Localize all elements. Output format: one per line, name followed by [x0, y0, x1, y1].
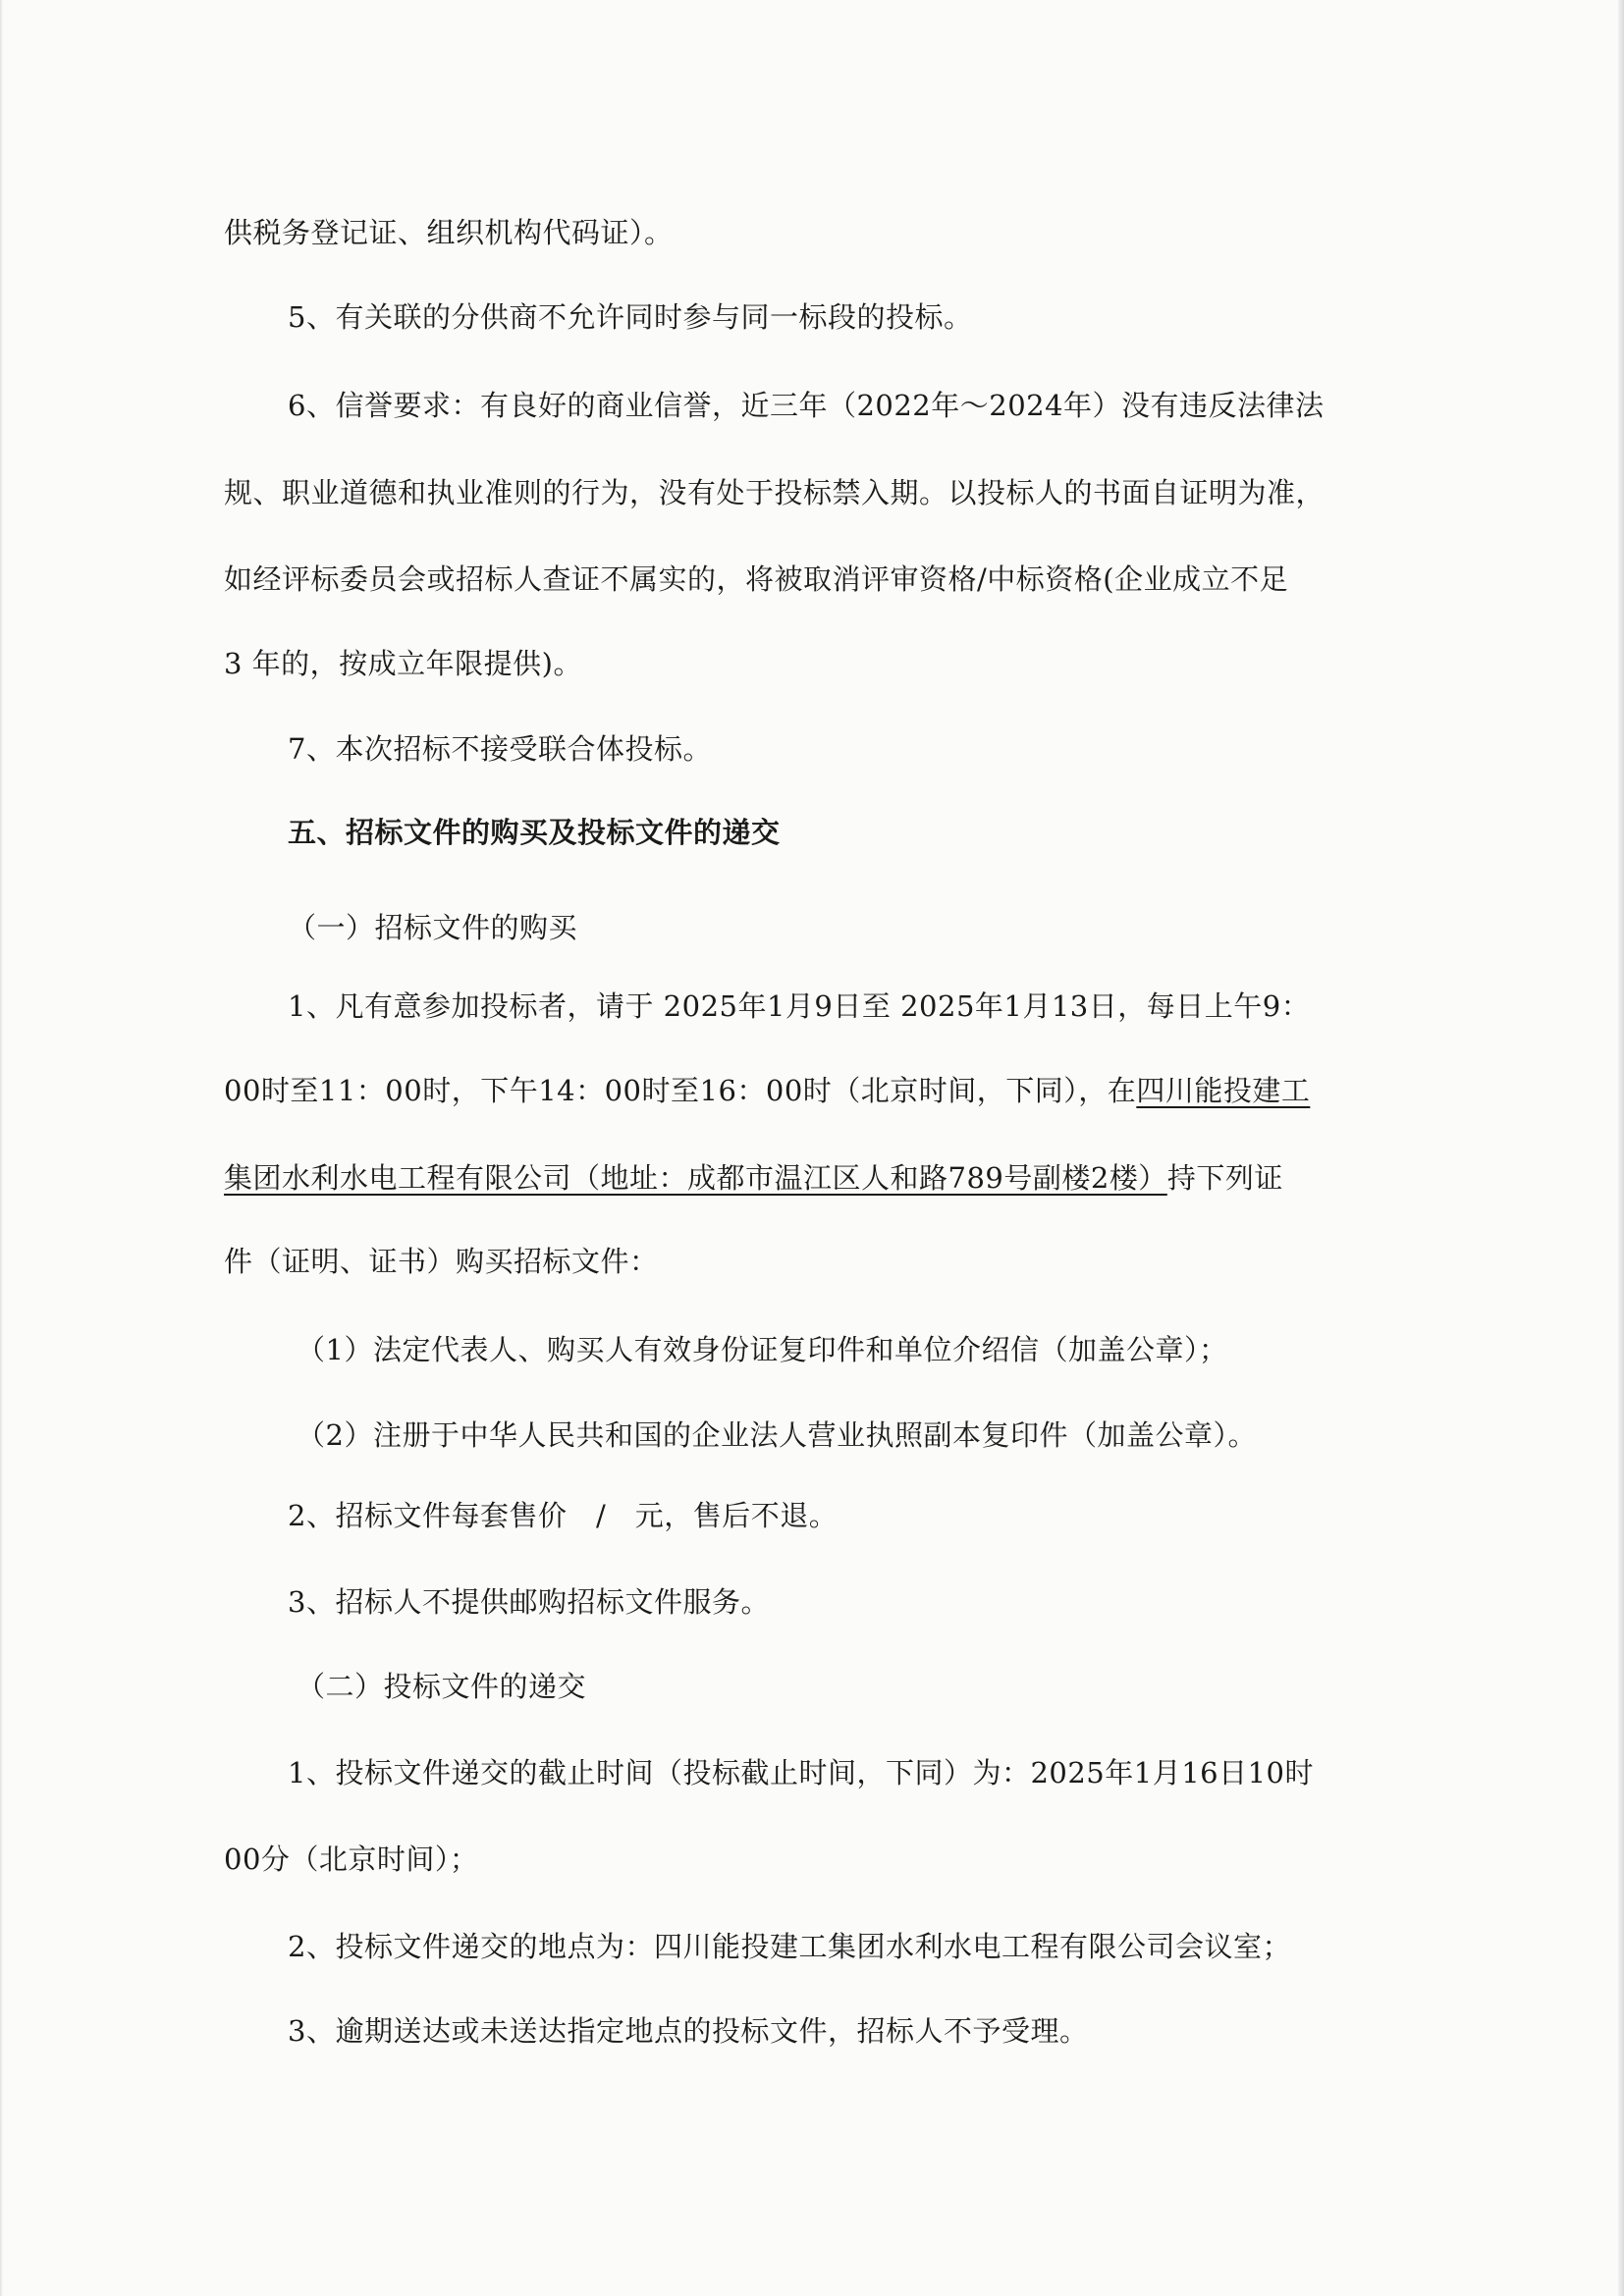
- text-line-3: 6、信誉要求：有良好的商业信誉，近三年（2022年～2024年）没有违反法律法: [288, 389, 1325, 422]
- text-line-2: 5、有关联的分供商不允许同时参与同一标段的投标。: [288, 300, 973, 334]
- scan-right-edge: [1618, 0, 1624, 2296]
- text-line-12-part-2: 持下列证: [1166, 1161, 1283, 1195]
- text-line-11-part-1: 00时至11：00时，下午14：00时至16：00时（北京时间，下同），在: [224, 1074, 1137, 1107]
- text-line-10: 1、凡有意参加投标者，请于 2025年1月9日至 2025年1月13日，每日上午9：: [288, 989, 1311, 1023]
- company-address-underlined: 集团水利水电工程有限公司（地址：成都市温江区人和路789号副楼2楼）: [224, 1161, 1167, 1195]
- section-heading-5: 五、招标文件的购买及投标文件的递交: [288, 816, 781, 849]
- text-line-4: 规、职业道德和执业准则的行为，没有处于投标禁入期。以投标人的书面自证明为准，: [224, 476, 1326, 509]
- text-line-13: 件（证明、证书）购买招标文件：: [224, 1245, 659, 1278]
- requirement-1: （1）法定代表人、购买人有效身份证复印件和单位介绍信（加盖公章）；: [297, 1333, 1228, 1366]
- subsection-heading-2: （二）投标文件的递交: [297, 1670, 587, 1703]
- text-line-20: 00分（北京时间）；: [224, 1842, 479, 1876]
- text-line-21: 2、投标文件递交的地点为：四川能投建工集团水利水电工程有限公司会议室；: [288, 1930, 1291, 1963]
- text-line-7: 7、本次招标不接受联合体投标。: [288, 732, 712, 766]
- text-line-11: [224, 1071, 1310, 1110]
- text-line-1: 供税务登记证、组织机构代码证）。: [224, 216, 674, 249]
- text-line-12: [224, 1158, 1283, 1198]
- text-line-5: 如经评标委员会或招标人查证不属实的，将被取消评审资格/中标资格(企业成立不足: [224, 562, 1289, 596]
- text-line-17: 3、招标人不提供邮购招标文件服务。: [288, 1585, 770, 1619]
- text-line-22: 3、逾期送达或未送达指定地点的投标文件，招标人不予受理。: [288, 2014, 1089, 2048]
- text-line-6: 3 年的，按成立年限提供)。: [224, 647, 582, 680]
- scan-left-edge: [0, 0, 3, 2296]
- text-line-19: 1、投标文件递交的截止时间（投标截止时间，下同）为：2025年1月16日10时: [288, 1756, 1315, 1789]
- text-line-16: 2、招标文件每套售价 / 元，售后不退。: [288, 1499, 839, 1532]
- subsection-heading-1: （一）招标文件的购买: [288, 911, 578, 944]
- bidder-name-underlined: 四川能投建工: [1136, 1074, 1311, 1107]
- requirement-2: （2）注册于中华人民共和国的企业法人营业执照副本复印件（加盖公章）。: [297, 1418, 1257, 1452]
